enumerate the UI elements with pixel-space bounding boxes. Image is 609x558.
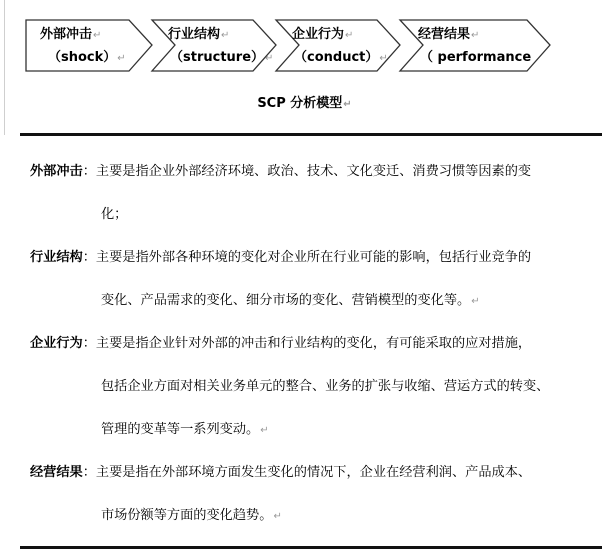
box-subtitle: （shock） [48, 50, 117, 65]
definitions-section [30, 150, 602, 537]
box-structure [168, 24, 273, 70]
definition-text: ：主要是指企业针对外部的冲击和行业结构的变化，有可能采取的应对措施， [82, 336, 532, 351]
paragraph-mark-icon: ↵ [265, 53, 274, 64]
paragraph-mark-icon: ↵ [221, 30, 230, 41]
definition-line [30, 193, 602, 236]
paragraph-mark-icon: ↵ [273, 511, 282, 522]
definition-text: 市场份额等方面的变化趋势。 [101, 508, 273, 523]
box-subtitle: （ performance [420, 50, 532, 65]
caption-text: SCP 分析模型 [257, 96, 343, 111]
definition-shock [30, 150, 602, 236]
definition-line [30, 494, 602, 537]
paragraph-mark-icon: ↵ [379, 53, 388, 64]
definition-line [30, 365, 602, 408]
box-shock [40, 24, 126, 70]
box-title: 行业结构 [168, 27, 221, 42]
definition-line [30, 236, 602, 279]
definition-text: 管理的变革等一系列变动。 [101, 422, 260, 437]
paragraph-mark-icon: ↵ [260, 425, 269, 436]
definition-term: 外部冲击 [30, 164, 83, 179]
definition-text: ：主要是指外部各种环境的变化对企业所在行业可能的影响，包括行业竞争的 [82, 250, 532, 265]
definition-text: ：主要是指企业外部经济环境、政治、技术、文化变迁、消费习惯等因素的变 [82, 164, 532, 179]
paragraph-mark-icon: ↵ [93, 30, 102, 41]
definition-structure [30, 236, 602, 322]
definition-line [30, 279, 602, 322]
definition-text: ：主要是指在外部环境方面发生变化的情况下，企业在经营利润、产品成本、 [82, 465, 532, 480]
definition-term: 企业行为 [30, 336, 83, 351]
paragraph-mark-icon: ↵ [471, 296, 480, 307]
bottom-rule [20, 546, 602, 549]
box-subtitle: （structure） [170, 50, 265, 65]
definition-line [30, 408, 602, 451]
definition-text: 包括企业方面对相关业务单元的整合、业务的扩张与收缩、营运方式的转变、 [101, 379, 550, 394]
box-title: 企业行为 [292, 27, 345, 42]
definition-conduct [30, 322, 602, 451]
box-title: 经营结果 [418, 27, 471, 42]
definition-performance [30, 451, 602, 537]
figure-caption [0, 92, 609, 111]
definition-line [30, 322, 602, 365]
definition-term: 经营结果 [30, 465, 83, 480]
box-subtitle: （conduct） [294, 50, 379, 65]
box-conduct [292, 24, 388, 70]
definition-line [30, 451, 602, 494]
box-title: 外部冲击 [40, 27, 93, 42]
definition-term: 行业结构 [30, 250, 83, 265]
box-performance [418, 24, 531, 69]
definition-text: 变化、产品需求的变化、细分市场的变化、营销模型的变化等。 [101, 293, 471, 308]
paragraph-mark-icon: ↵ [471, 30, 480, 41]
paragraph-mark-icon: ↵ [117, 53, 126, 64]
definition-line [30, 150, 602, 193]
scp-flowchart [0, 0, 609, 80]
paragraph-mark-icon: ↵ [345, 30, 354, 41]
top-rule [20, 133, 602, 136]
paragraph-mark-icon: ↵ [343, 99, 352, 110]
definition-text: 化； [101, 207, 128, 222]
